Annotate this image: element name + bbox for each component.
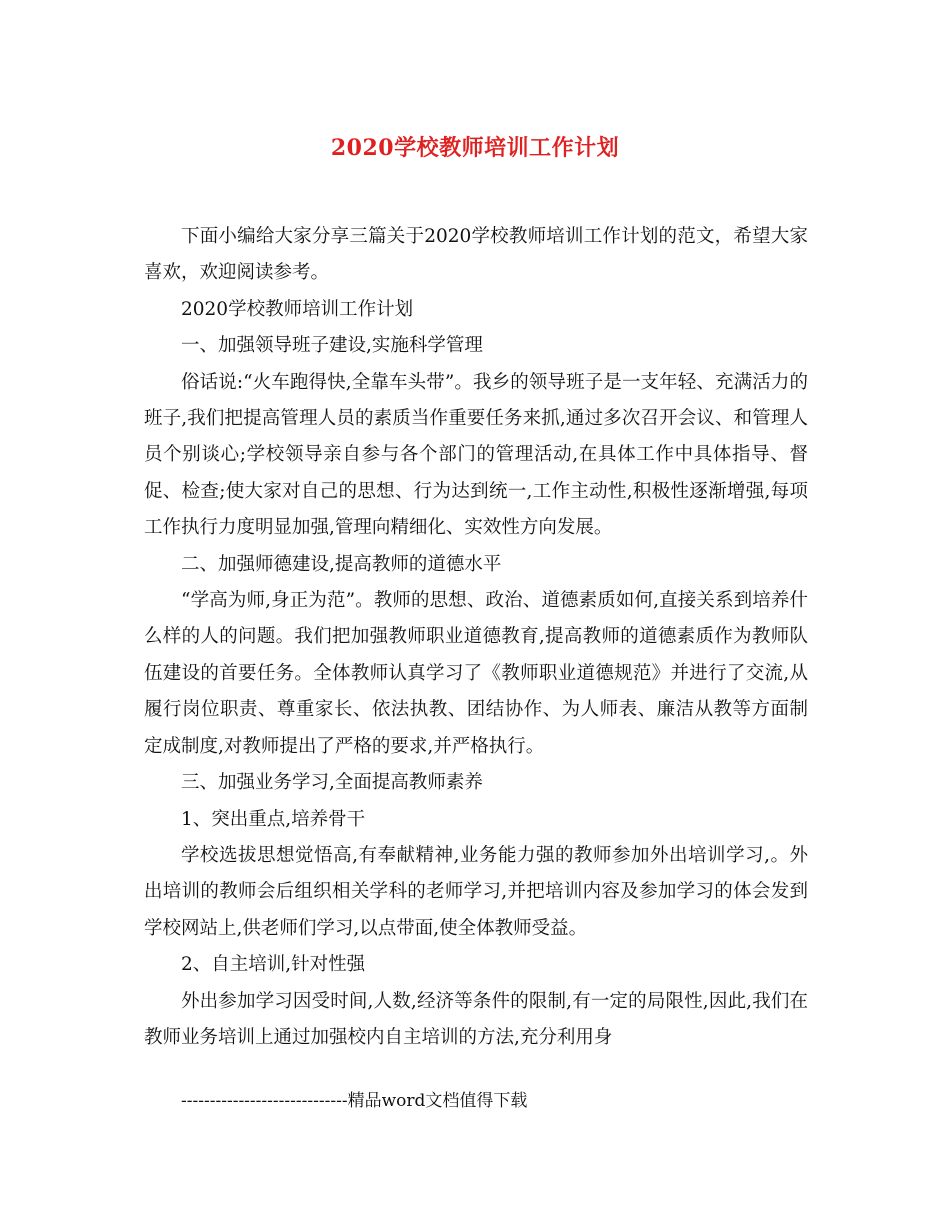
subsection-heading-1: 1、突出重点,培养骨干 [181,808,366,830]
plan-heading: 2020学校教师培训工作计划 [181,298,414,320]
document-title: 2020学校教师培训工作计划 [330,135,620,161]
section-heading-3: 三、加强业务学习,全面提高教师素养 [181,772,483,794]
section-heading-2: 二、加强师德建设,提高教师的道德水平 [181,553,502,575]
section-heading-1: 一、加强领导班子建设,实施科学管理 [181,335,483,357]
section-paragraph-2: “学高为师,身正为范”。教师的思想、政治、道德素质如何,直接关系到培养什么样的人的问题。我们把加强教师职业道德教育,提高教师的道德素质作为教师队伍建设的首要任务。全体教师认真学习了《教师职业道德规范》并进行了交流,从履行岗位职责、尊重家长、依法执教、团结协作、为人师表、廉洁从教等方面制定成制度,对教师提出了严格的要求,并严格执行。 [144,590,808,757]
intro-paragraph: 下面小编给大家分享三篇关于2020学校教师培训工作计划的范文，希望大家喜欢，欢迎阅读参考。 [144,226,808,284]
subsection-heading-2: 2、自主培训,针对性强 [181,954,366,976]
section-paragraph-1: 俗话说:“火车跑得快,全靠车头带”。我乡的领导班子是一支年轻、充满活力的班子,我们把提高管理人员的素质当作重要任务来抓,通过多次召开会议、和管理人员个别谈心;学校领导亲自参与各个部门的管理活动,在具体工作中具体指导、督促、检查;使大家对自己的思想、行为达到统一,工作主动性,积极性逐渐增强,每项工作执行力度明显加强,管理向精细化、实效性方向发展。 [144,371,808,539]
subsection-paragraph-2: 外出参加学习因受时间,人数,经济等条件的限制,有一定的局限性,因此,我们在教师业务培训上通过加强校内自主培训的方法,充分利用身 [144,990,808,1048]
footer-dashes: ----------------------------- [181,1091,348,1111]
document-body [144,219,808,1056]
page-footer [181,1088,527,1114]
subsection-paragraph-1: 学校选拔思想觉悟高,有奉献精神,业务能力强的教师参加外出培训学习,。外出培训的教师会后组织相关学科的老师学习,并把培训内容及参加学习的体会发到学校网站上,供老师们学习,以点带面,使全体教师受益。 [144,844,808,939]
footer-label: 精品word文档值得下载 [347,1091,528,1111]
